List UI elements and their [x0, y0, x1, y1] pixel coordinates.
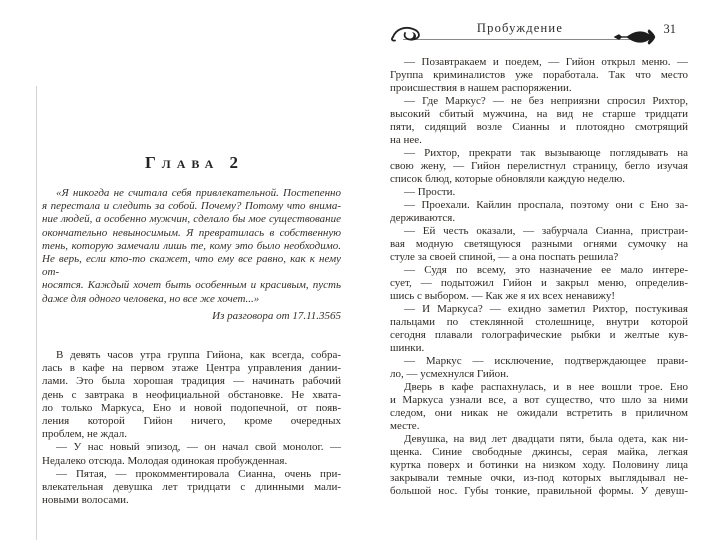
paragraph	[390, 147, 688, 186]
paragraph	[390, 56, 688, 95]
epigraph	[42, 187, 341, 306]
text-line: день с завтрака в неофициальной обстановке. Не хвата-	[42, 388, 341, 401]
text-line: список блюд, которые обновляли каждую неделю.	[390, 173, 626, 185]
page-scan-edge	[36, 86, 37, 540]
running-title: Пробуждение	[476, 21, 564, 35]
paragraph	[42, 468, 341, 508]
text-line: — Пятая, — прокомментировала Сианна, очень при-	[56, 467, 341, 480]
text-line: я перестала и следить за собой. Почему? Потому что внима-	[42, 200, 341, 213]
right-page	[390, 0, 688, 540]
text-line: Дверь в кафе распахнулась, и в нее вошли трое. Ено	[404, 381, 688, 393]
text-line: окончательно невыносимым. Я превратилась в собственную	[42, 226, 341, 239]
text-line: носятся. Каждый хочет быть особенным и красивым, пусть	[42, 279, 341, 292]
right-page-body	[390, 56, 688, 498]
paragraph	[390, 186, 688, 199]
paragraph	[42, 441, 341, 467]
text-line: проблем, не ждал.	[42, 428, 127, 441]
text-line: — Проехали. Кайлин проспала, поэтому они с Ено за-	[404, 199, 688, 211]
paragraph	[390, 355, 688, 381]
text-line: ло только Маркуса, Ено и новой подопечной, от появ-	[42, 401, 341, 414]
text-line: Группа криминалистов уже поработала. Так что место	[390, 69, 688, 81]
text-line: стуле за своей спиной, — а она поспать решила?	[390, 251, 619, 263]
paragraph	[42, 349, 341, 441]
text-line: Девушка, на вид лет двадцати пяти, была одета, как ни-	[404, 433, 688, 445]
text-line: — И Маркуса? — ехидно заметил Рихтор, постукивая	[404, 303, 688, 315]
text-line: — Рихтор, прекрати так вызывающе поглядывать на	[404, 147, 688, 159]
text-line: ления которой Гийон ничего, кроме очередных	[42, 415, 341, 428]
text-line: Не верь, если кто-то скажет, что ему все равно, как к нему от-	[42, 253, 341, 279]
text-line: — Прости.	[404, 186, 456, 198]
text-line: щенка. Синие свободные джинсы, серая майка, легкая	[390, 446, 688, 458]
text-line: — Судя по всему, это назначение ее мало интере-	[404, 264, 688, 276]
text-line: шинки.	[390, 342, 425, 354]
text-line: куртка поверх и ботинки на низком ходу. Половину лица	[390, 459, 688, 471]
running-header	[390, 21, 688, 43]
text-line: тень, которую замечали лишь те, кому это было необходимо.	[42, 239, 341, 252]
text-line: и Маркуса узнали все, а вот существо, что шло за ними	[390, 394, 688, 406]
text-line: сегодня плавали голографические рыбки и желтые кув-	[390, 329, 688, 341]
text-line: «Я никогда не считала себя привлекательной. Постепенно	[56, 187, 341, 199]
text-line: — Маркус — исключение, подтверждающее прави-	[404, 355, 688, 367]
text-line: лами. Это была хорошая традиция — начинать рабочий	[42, 375, 341, 388]
text-line: — Позавтракаем и поедем, — Гийон открыл меню. —	[404, 56, 688, 68]
left-page-body	[42, 349, 341, 507]
text-line: на нее.	[390, 134, 422, 146]
text-line: вая модную светящуюся разными огнями сумочку на	[390, 238, 688, 250]
text-line: происшествия в нашем распоряжении.	[390, 82, 572, 94]
text-line: шись с выбором. — Как же я их всех ненавижу!	[390, 290, 616, 302]
text-line: — У нас новый эпизод, — он начал свой монолог. —	[56, 441, 341, 454]
text-line: влекательная девушка лет тридцати с длинными мали-	[42, 481, 341, 494]
text-line: закрывали темные очки, из-под которых выглядывал не-	[390, 472, 688, 484]
paragraph	[390, 381, 688, 433]
epigraph-attribution: Из разговора от 17.11.3565	[212, 309, 341, 322]
left-page	[42, 0, 341, 540]
page-number: 31	[663, 22, 676, 36]
paragraph	[390, 264, 688, 303]
text-line: держиваются.	[390, 212, 456, 224]
paragraph	[390, 225, 688, 264]
text-line: месте.	[390, 420, 420, 432]
text-line: лась в кафе на первом этаже Центра управления дании-	[42, 362, 341, 375]
text-line: — Ей честь оказали, — забурчала Сианна, пристраи-	[404, 225, 688, 237]
chapter-heading: Глава 2	[144, 153, 245, 172]
text-line: ние людей, а особенно мужчин, сделало бы мое существование	[42, 213, 341, 226]
arrow-fleur-icon	[612, 29, 656, 50]
text-line: свою жену, — Гийон перелистнул страницу, бегло изучая	[390, 160, 688, 172]
paragraph	[390, 433, 688, 498]
text-line: Недалеко отсюда. Молодая одинокая пробужденная.	[42, 454, 288, 467]
text-line: даже для одного человека, но все же хочет...»	[42, 292, 260, 305]
paragraph	[390, 95, 688, 147]
paragraph	[42, 187, 341, 306]
text-line: большой нос. Губы тонкие, правильной формы. У девуш-	[390, 485, 688, 497]
text-line: пальцами по стеклянной столешнице, внутри которой	[390, 316, 688, 328]
text-line: высокий сбитый мужчина, на вид не старше тридцати	[390, 108, 688, 120]
text-line: новыми волосами.	[42, 494, 129, 507]
paragraph	[390, 303, 688, 355]
paragraph	[390, 199, 688, 225]
text-line: ло, — усмехнулся Гийон.	[390, 368, 509, 380]
text-line: — Где Маркус? — не без неприязни спросил Рихтор,	[404, 95, 688, 107]
text-line: В девять часов утра группа Гийона, как всегда, собра-	[56, 349, 341, 362]
text-line: сует, — подытожил Гийон и закрыл меню, определив-	[390, 277, 688, 289]
text-line: следом, они никак не ожидали встретить в приличном	[390, 407, 688, 419]
text-line: пяти, сидящий возле Сианны и плотоядно смотрящий	[390, 121, 688, 133]
